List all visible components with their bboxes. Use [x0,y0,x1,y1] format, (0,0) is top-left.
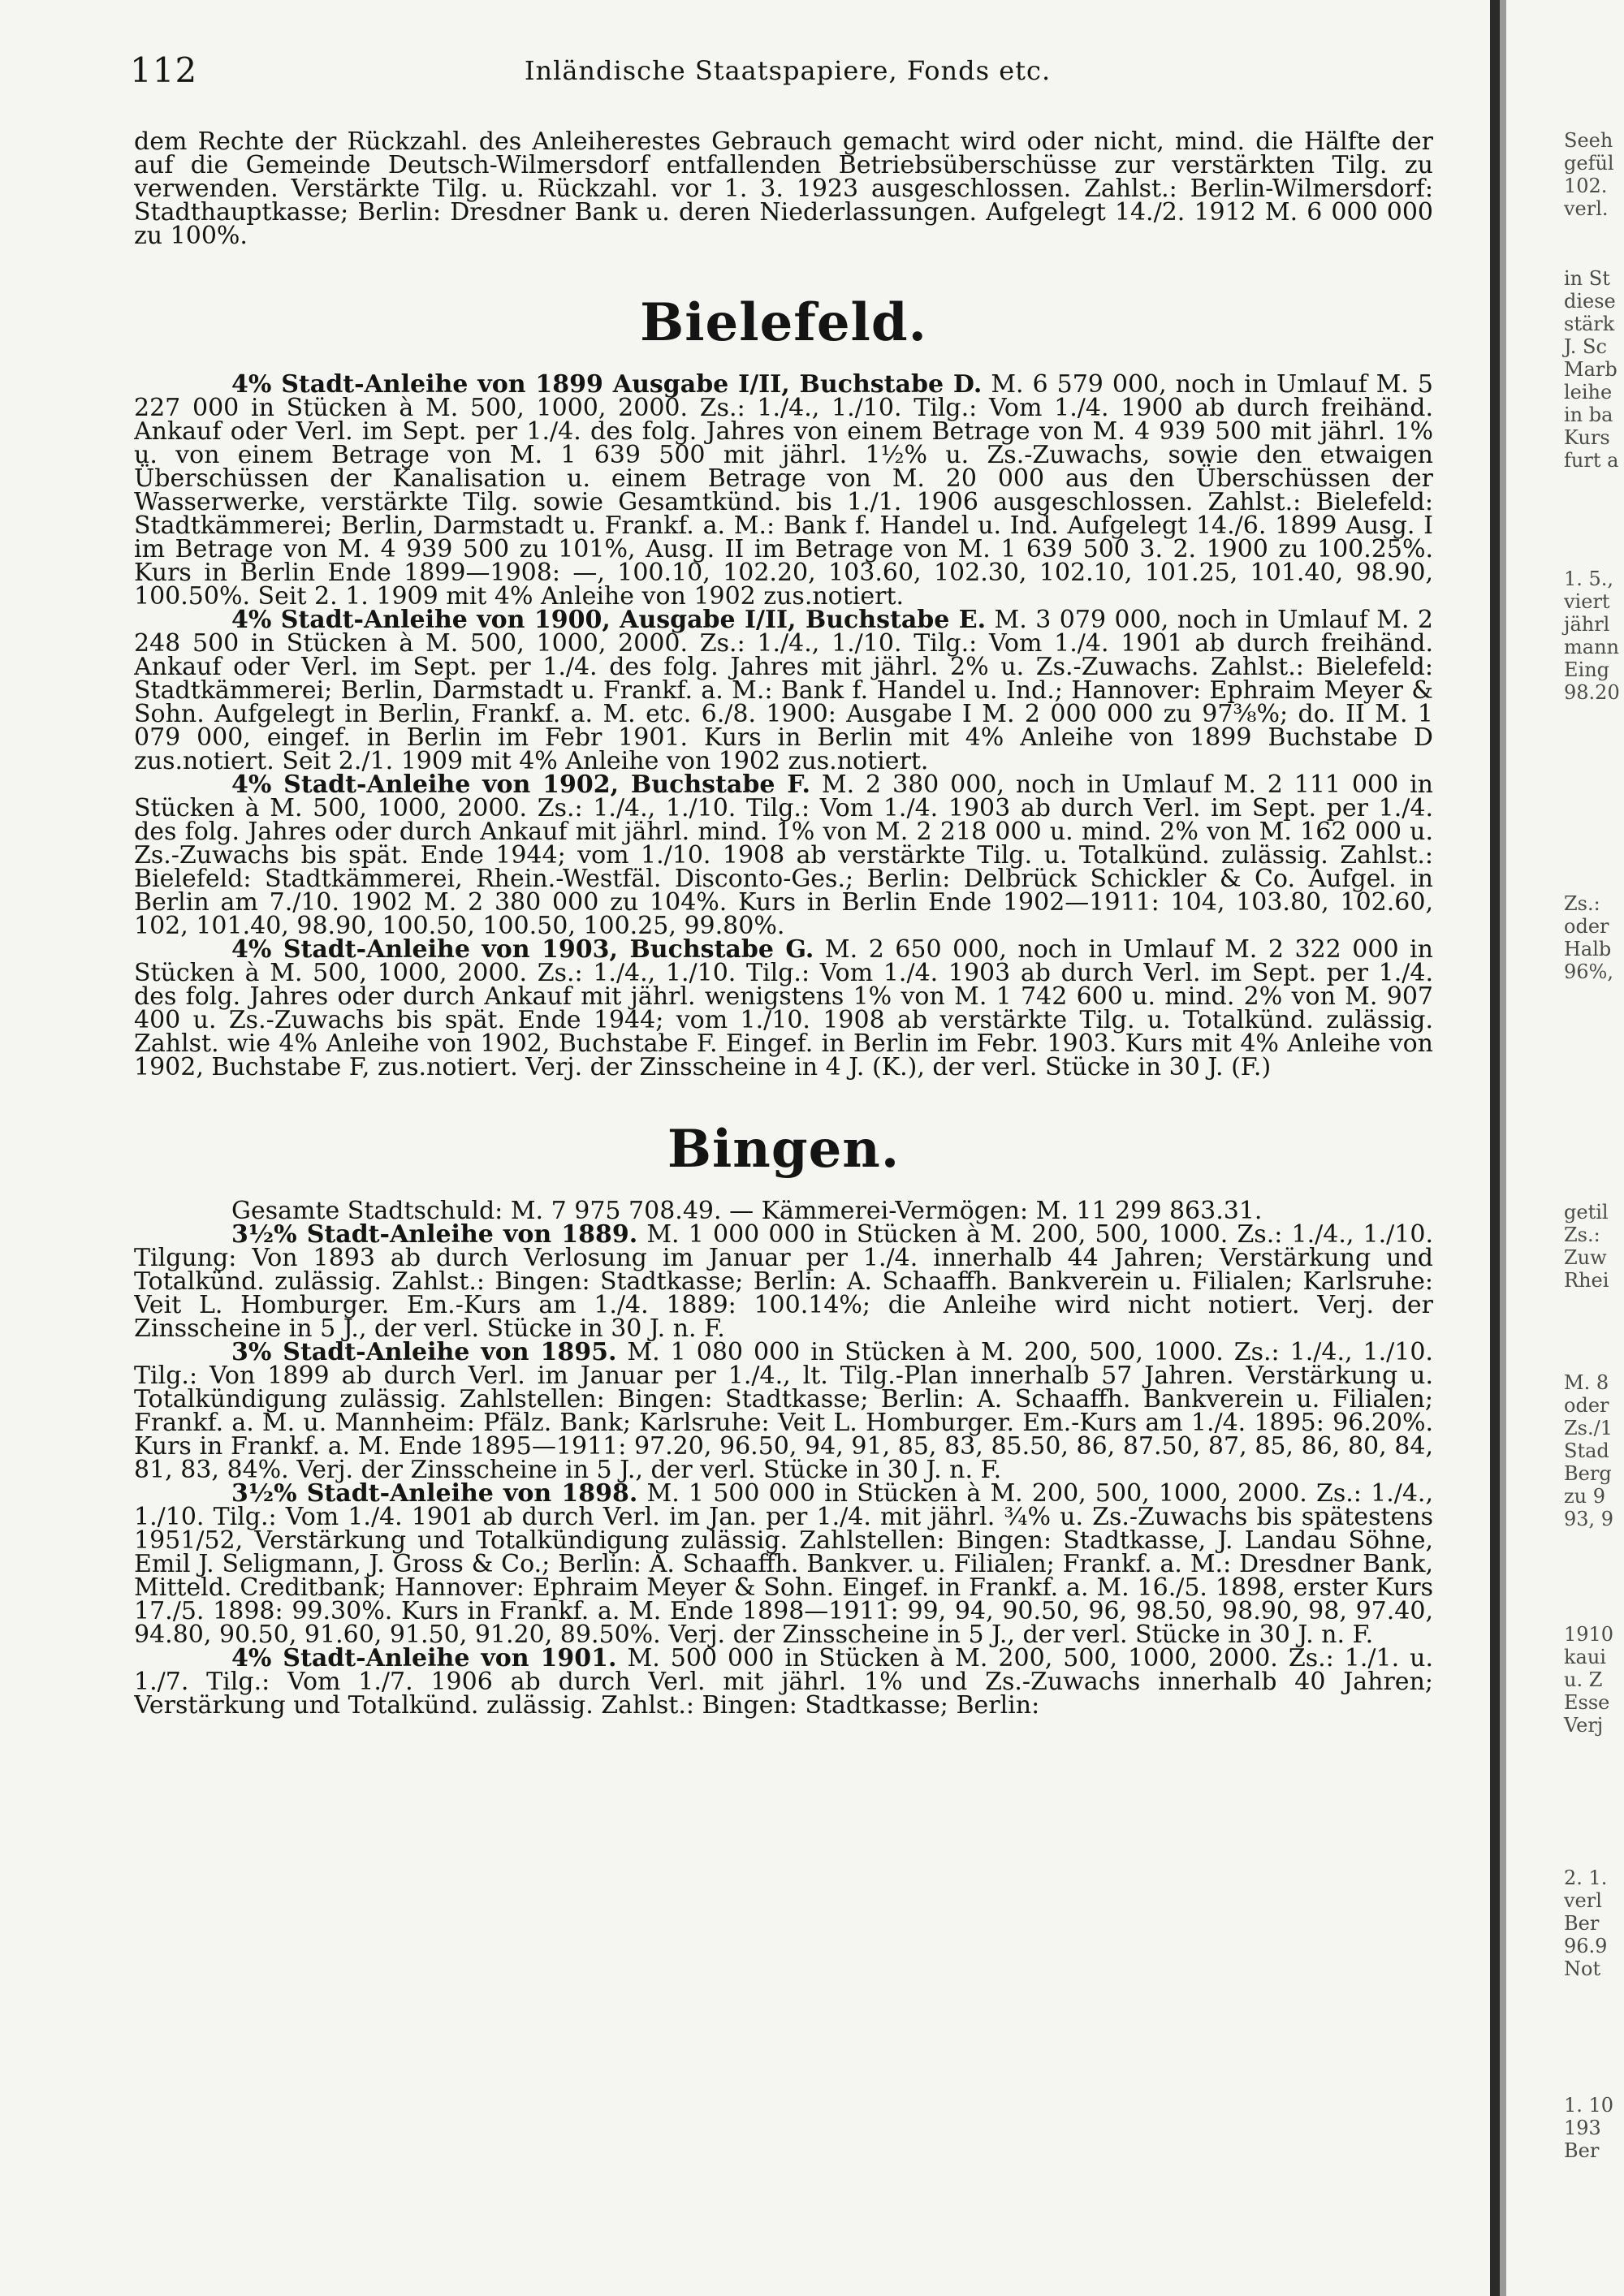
bond-title: 4% Stadt-Anleihe von 1901. [231,1644,617,1672]
bond-text: M. 1 080 000 in Stücken à M. 200, 500, 1000. Zs.: 1./4., 1./10. Tilg.: Von 1899 ab durch Verl. im Januar per 1./4., lt. Tilg.-Plan innerhalb 57 Jahren. Verstärkung u. Totalkündigung zulässig. Zahlstellen: Bingen: Stadtkasse; Berlin: A. Schaaffh. Bankverein u. Filialen; Frankf. a. M. u. Mannheim: Pfälz. Bank; Karlsruhe: Veit L. Homburger. Em.-Kurs am 1./4. 1895: 96.20%. Kurs in Frankf. a. M. Ende 1895—1911: 97.20, 96.50, 94, 91, 85, 83, 85.50, 86, 87.50, 87, 85, 86, 80, 84, 81, 83, 84%. Verj. der Zinsscheine in 5 J., der verl. Stücke in 30 J. n. F. [134,1338,1433,1484]
adjacent-page-strip [1517,0,1624,2296]
adjacent-page-fragment: Marb [1564,358,1618,381]
adjacent-page-fragment: J. Sc [1564,335,1607,358]
adjacent-page-fragment: Seeh [1564,129,1613,152]
adjacent-page-fragment: in ba [1564,404,1613,426]
adjacent-page-fragment: zu 9 [1564,1485,1605,1508]
adjacent-page-fragment: verl [1564,1889,1602,1912]
adjacent-page-fragment: getil [1564,1201,1609,1224]
bond-entry [134,370,1433,611]
bond-title: 4% Stadt-Anleihe von 1902, Buchstabe F. [231,770,810,799]
adjacent-page-fragment: Halb [1564,938,1612,960]
adjacent-page-fragment: in St [1564,267,1610,290]
bond-text: M. 2 650 000, noch in Umlauf M. 2 322 000 in Stücken à M. 500, 1000, 2000. Zs.: 1./4., 1./10. Tilg.: Vom 1./4. 1903 ab durch Verl. im Sept. per 1./4. des folg. Jahres oder durch Ankauf mit jährl. wenigstens 1% von M. 1 742 600 u. mind. 2% von M. 907 400 u. Zs.-Zuwachs bis spät. Ende 1944; vom 1./10. 1908 ab verstärkte Tilg. u. Totalkünd. zulässig. Zahlst. wie 4% Anleihe von 1902, Buchstabe F. Eingef. in Berlin im Febr. 1903. Kurs mit 4% Anleihe von 1902, Buchstabe F, zus.notiert. Verj. der Zinsscheine in 4 J. (K.), der verl. Stücke in 30 J. (F.) [134,935,1433,1081]
adjacent-page-fragment: 193 [1564,2117,1601,2139]
adjacent-page-fragment: Esse [1564,1691,1610,1714]
bond-text: M. 1 500 000 in Stücken à M. 200, 500, 1000, 2000. Zs.: 1./4., 1./10. Tilg.: Vom 1./4. 1901 ab durch Verl. im Jan. per 1./4. mit jährl. ¾% u. Zs.-Zuwachs bis spätestens 1951/52, Verstärkung und Totalkündigung zulässig. Zahlstellen: Bingen: Stadtkasse, J. Landau Söhne, Emil J. Seligmann, J. Gross & Co.; Berlin: A. Schaaffh. Bankver. u. Filialen; Frankf. a. M.: Dresdner Bank, Mitteld. Creditbank; Hannover: Ephraim Meyer & Sohn. Eingef. in Frankf. a. M. 16./5. 1898, erster Kurs 17./5. 1898: 99.30%. Kurs in Frankf. a. M. Ende 1898—1911: 99, 94, 90.50, 96, 98.50, 98.90, 98, 97.40, 94.80, 90.50, 91.60, 91.50, 91.20, 89.50%. Verj. der Zinsscheine in 5 J., der verl. Stücke in 30 J. n. F. [134,1479,1433,1649]
bond-entry [134,1340,1433,1482]
bond-entry [134,608,1433,773]
running-title: Inländische Staatspapiere, Fonds etc. [524,55,1052,86]
adjacent-page-fragment: stärk [1564,313,1615,335]
adjacent-page-fragment: Ber [1564,1912,1600,1935]
adjacent-page-fragment: Eing [1564,658,1610,681]
bond-title: 4% Stadt-Anleihe von 1903, Buchstabe G. [231,935,814,964]
adjacent-page-fragment: Zs.: [1564,1224,1600,1246]
city-heading-bielefeld: Bielefeld. [640,292,927,353]
bond-entry [134,770,1433,940]
bond-title: 4% Stadt-Anleihe von 1900, Ausgabe I/II, Buchstabe E. [231,606,987,634]
bond-title: 4% Stadt-Anleihe von 1899 Ausgabe I/II, Buchstabe D. [231,370,983,399]
city-summary: Gesamte Stadtschuld: M. 7 975 708.49. — Kämmerei-Vermögen: M. 11 299 863.31. [231,1197,1263,1225]
city-heading-bingen: Bingen. [667,1119,901,1180]
bond-entry [134,1220,1433,1343]
adjacent-page-fragment: oder [1564,1394,1609,1417]
adjacent-page-fragment: Ber [1564,2139,1600,2162]
bond-title: 3½% Stadt-Anleihe von 1889. [231,1220,638,1249]
main-column [134,130,1433,2273]
bond-text: M. 500 000 in Stücken à M. 200, 500, 1000, 2000. Zs.: 1./1. u. 1./7. Tilg.: Vom 1./7. 1906 ab durch Verl. mit jährl. 1% und Zs.-Zuwachs innerhalb 40 Jahren; Verstärkung und Totalkünd. zulässig. Zahlst.: Bingen: Stadtkasse; Berlin: [134,1644,1433,1720]
bond-title: 3½% Stadt-Anleihe von 1898. [231,1479,638,1508]
adjacent-page-fragment: leihe [1564,381,1613,404]
page-gutter-shadow [1500,0,1506,2296]
bond-entry [134,1479,1433,1649]
adjacent-page-fragment: Zs.: [1564,892,1600,915]
adjacent-page-fragment: 1910 [1564,1623,1614,1646]
adjacent-page-fragment: oder [1564,915,1609,938]
adjacent-page-fragment: Berg [1564,1462,1612,1485]
bond-entry [134,935,1433,1081]
adjacent-page-fragment: viert [1564,590,1610,613]
adjacent-page-fragment: Zuw [1564,1246,1607,1269]
adjacent-page-fragment: Zs./1 [1564,1417,1613,1439]
adjacent-page-fragment: Stad [1564,1439,1609,1462]
adjacent-page-fragment: M. 8 [1564,1371,1609,1394]
adjacent-page-fragment: 96.9 [1564,1935,1608,1957]
adjacent-page-fragment: 2. 1. [1564,1867,1608,1889]
adjacent-page-fragment: jährl [1564,613,1610,636]
adjacent-page-fragment: 98.20 [1564,681,1620,704]
adjacent-page-fragment: 96%, [1564,960,1613,983]
adjacent-page-fragment: furt a [1564,449,1619,472]
bond-text: M. 6 579 000, noch in Umlauf M. 5 227 000 in Stücken à M. 500, 1000, 2000. Zs.: 1./4., 1./10. Tilg.: Vom 1./4. 1900 ab durch freihänd. Ankauf oder Verl. im Sept. per 1./4. des folg. Jahres von einem Betrage von M. 4 939 500 mit jährl. 1% u. von einem Betrage von M. 1 639 500 mit jährl. 1½% u. Zs.-Zuwachs, sowie den etwaigen Überschüssen der Kanalisation u. einem Betrage von M. 20 000 aus den Überschüssen der Wasserwerke, verstärkte Tilg. sowie Gesamtkünd. bis 1./1. 1906 ausgeschlossen. Zahlst.: Bielefeld: Stadtkämmerei; Berlin, Darmstadt u. Frankf. a. M.: Bank f. Handel u. Ind. Aufgelegt 14./6. 1899 Ausg. I im Betrage von M. 4 939 500 zu 101%, Ausg. II im Betrage von M. 1 639 500 3. 2. 1900 zu 100.25%. Kurs in Berlin Ende 1899—1908: —, 100.10, 102.20, 103.60, 102.30, 102.10, 101.25, 101.40, 98.90, 100.50%. Seit 2. 1. 1909 mit 4% Anleihe von 1902 zus.notiert. [134,370,1433,611]
adjacent-page-fragment: verl. [1564,197,1609,220]
adjacent-page-fragment: kaui [1564,1646,1606,1668]
adjacent-page-fragment: u. Z [1564,1668,1603,1691]
adjacent-page-fragment: 102. [1564,175,1608,197]
adjacent-page-fragment: gefül [1564,152,1614,175]
adjacent-page-fragment: 93, 9 [1564,1508,1614,1530]
intro-paragraph: dem Rechte der Rückzahl. des Anleiherestes Gebrauch gemacht wird oder nicht, mind. die Hälfte der auf die Gemeinde Deutsch-Wilmersdorf entfallenden Betriebsüberschüsse zur verstärkten Tilg. zu verwenden. Verstärkte Tilg. u. Rückzahl. vor 1. 3. 1923 ausgeschlossen. Zahlst.: Berlin-Wilmersdorf: Stadthauptkasse; Berlin: Dresdner Bank u. deren Niederlassungen. Aufgelegt 14./2. 1912 M. 6 000 000 zu 100%. [134,130,1433,250]
adjacent-page-fragment: Verj [1564,1714,1604,1737]
adjacent-page-fragment: mann [1564,636,1619,658]
page-gutter-rule [1490,0,1500,2296]
page-header [130,50,1445,96]
adjacent-page-fragment: 1. 10 [1564,2094,1614,2117]
adjacent-page-fragment: 1. 5., [1564,568,1614,590]
page-number: 112 [130,50,198,90]
adjacent-page-fragment: diese [1564,290,1616,313]
bond-title: 3% Stadt-Anleihe von 1895. [231,1338,617,1366]
adjacent-page-fragment: Kurs [1564,426,1610,449]
bond-text: M. 3 079 000, noch in Umlauf M. 2 248 500 in Stücken à M. 500, 1000, 2000. Zs.: 1./4., 1./10. Tilg.: Vom 1./4. 1901 ab durch freihänd. Ankauf oder Verl. im Sept. per 1./4. des folg. Jahres mit jährl. 2% u. Zs.-Zuwachs. Zahlst.: Bielefeld: Stadtkämmerei; Berlin, Darmstadt u. Frankf. a. M.: Bank f. Handel u. Ind.; Hannover: Ephraim Meyer & Sohn. Aufgelegt in Berlin, Frankf. a. M. etc. 6./8. 1900: Ausgabe I M. 2 000 000 zu 97⅜%; do. II M. 1 079 000, eingef. in Berlin im Febr 1901. Kurs in Berlin mit 4% Anleihe von 1899 Buchstabe D zus.notiert. Seit 2./1. 1909 mit 4% Anleihe von 1902 zus.notiert. [134,606,1433,775]
adjacent-page-fragment: Not [1564,1957,1601,1980]
bond-entry [134,1644,1433,1720]
bond-text: M. 2 380 000, noch in Umlauf M. 2 111 000 in Stücken à M. 500, 1000, 2000. Zs.: 1./4., 1./10. Tilg.: Vom 1./4. 1903 ab durch Verl. im Sept. per 1./4. des folg. Jahres oder durch Ankauf mit jährl. mind. 1% von M. 2 218 000 u. mind. 2% von M. 162 000 u. Zs.-Zuwachs bis spät. Ende 1944; vom 1./10. 1908 ab verstärkte Tilg. u. Totalkünd. zulässig. Zahlst.: Bielefeld: Stadtkämmerei, Rhein.-Westfäl. Disconto-Ges.; Berlin: Delbrück Schickler & Co. Aufgel. in Berlin am 7./10. 1902 M. 2 380 000 zu 104%. Kurs in Berlin Ende 1902—1911: 104, 103.80, 102.60, 102, 101.40, 98.90, 100.50, 100.50, 100.25, 99.80%. [134,770,1433,940]
adjacent-page-fragment: Rhei [1564,1269,1609,1292]
bond-text: M. 1 000 000 in Stücken à M. 200, 500, 1000. Zs.: 1./4., 1./10. Tilgung: Von 1893 ab durch Verlosung im Januar per 1./4. innerhalb 44 Jahren; Verstärkung und Totalkünd. zulässig. Zahlst.: Bingen: Stadtkasse; Berlin: A. Schaaffh. Bankverein u. Filialen; Karlsruhe: Veit L. Homburger. Em.-Kurs am 1./4. 1889: 100.14%; die Anleihe wird nicht notiert. Verj. der Zinsscheine in 5 J., der verl. Stücke in 30 J. n. F. [134,1220,1433,1343]
